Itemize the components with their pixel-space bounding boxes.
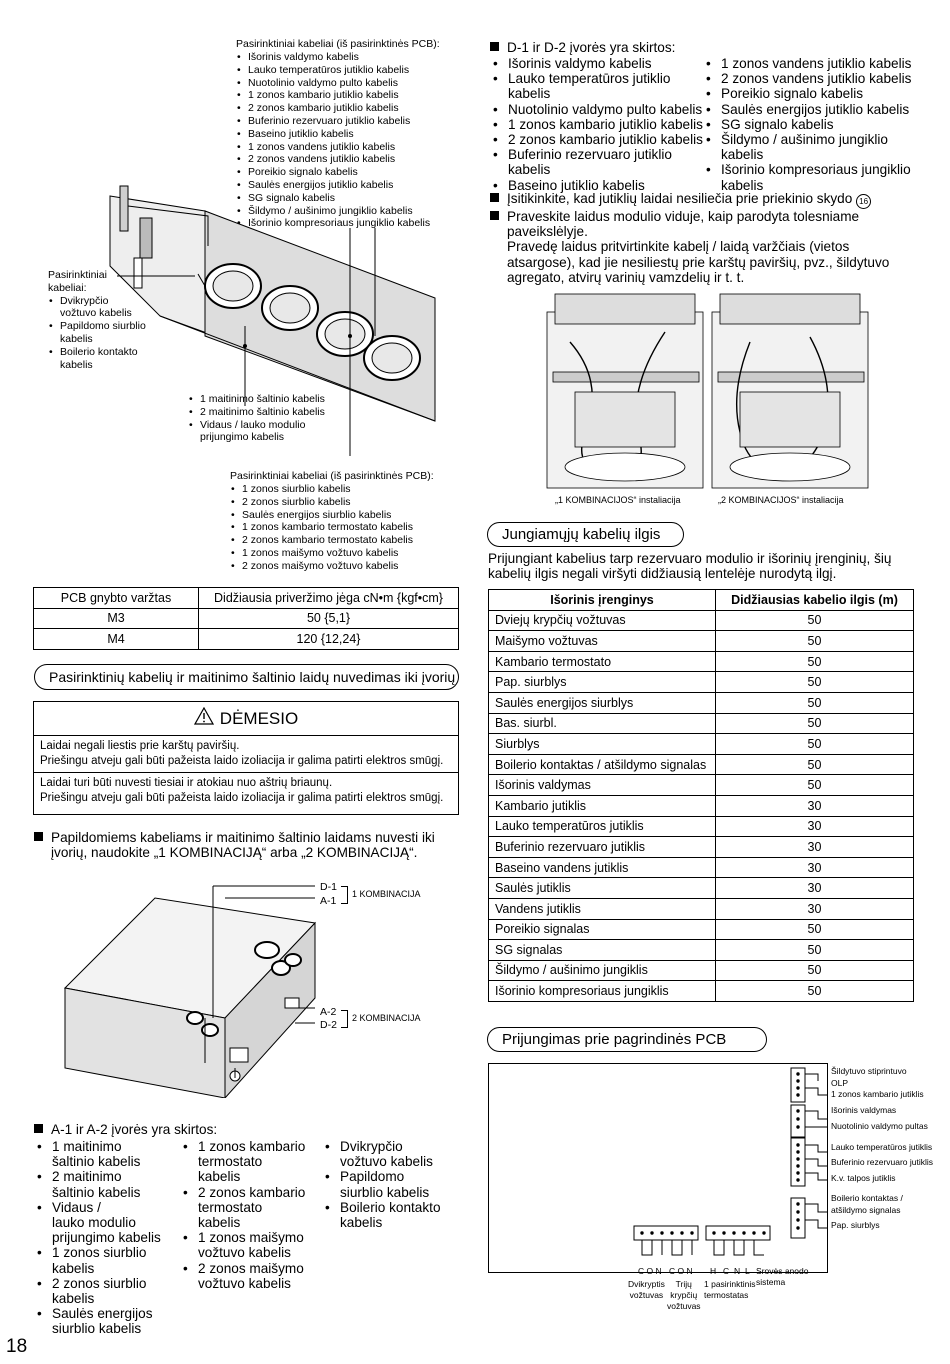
warning-text: Priešingu atveju gali būti pažeista laido izoliacija ir galima patirti elektros smūgį.	[40, 792, 444, 804]
table-header: PCB gnybto varžtas	[34, 588, 199, 609]
pcb-label: Išorinis valdymas	[831, 1104, 897, 1115]
table-cell: Dviejų krypčių vožtuvas	[489, 610, 716, 631]
table-cell: 30	[716, 816, 914, 837]
pcb-label: Lauko temperatūros jutiklis	[831, 1141, 933, 1152]
pcb-bottom-label-1: Dvikryptis vožtuvas	[628, 1279, 665, 1300]
table-cell: 30	[716, 857, 914, 878]
pcb-label: 1 zonos kambario jutiklis	[831, 1089, 924, 1099]
d-note-2-cont: paveikslėlyje.	[507, 224, 588, 240]
install-caption-1: „1 KOMBINACIJOS“ instaliacija	[555, 495, 681, 505]
list-item: • 2 zonos vandens jutiklio kabelis	[705, 71, 920, 86]
list-item: • Poreikio signalo kabelis	[705, 86, 920, 101]
list-item: • 2 zonos kambario jutiklio kabelis	[492, 132, 707, 147]
warning-box	[33, 701, 459, 815]
table-cell: Išorinis valdymas	[489, 775, 716, 796]
a-col2-list	[182, 1139, 322, 1291]
table-cell: Boilerio kontaktas / atšildymo signalas	[489, 754, 716, 775]
table-row	[34, 629, 459, 650]
table-row	[489, 816, 914, 837]
list-item: • Papildomo siurblio kabelis	[324, 1169, 464, 1199]
table-row	[489, 672, 914, 693]
pcb-label: Nuotolinio valdymo pultas	[831, 1121, 928, 1131]
list-item: • 2 zonos maišymo vožtuvo kabelis	[182, 1261, 322, 1291]
list-item: • 2 zonos kambario termostato kabelis	[182, 1185, 322, 1231]
warning-header	[34, 702, 458, 736]
routing-heading: Pasirinktinių kabelių ir maitinimo šaltinio laidų nuvedimas iki įvorių	[34, 664, 459, 690]
left-title-1: Pasirinktiniai	[48, 269, 107, 281]
table-cell: Lauko temperatūros jutiklis	[489, 816, 716, 837]
list-item: • 2 zonos siurblio kabelis	[230, 496, 413, 509]
table-header: Didžiausia priveržimo jėga cN•m {kgf•cm}	[199, 588, 459, 609]
table-cell: 120 {12,24}	[199, 629, 459, 650]
pcb-label: OLP	[831, 1077, 849, 1088]
term-l: L	[745, 1266, 750, 1276]
square-bullet-icon	[490, 211, 499, 220]
table-cell: 50	[716, 940, 914, 961]
list-item: • Dvikrypčio vožtuvo kabelis	[324, 1139, 464, 1169]
list-item: • Poreikio signalo kabelis	[236, 166, 430, 179]
table-cell: Kambario jutiklis	[489, 795, 716, 816]
list-item: • Išorinio kompresoriaus jungiklio kabelis	[236, 217, 430, 230]
brace-1	[341, 886, 348, 904]
label-a1: A-1	[320, 895, 337, 907]
list-item: • 2 zonos kambario termostato kabelis	[230, 534, 413, 547]
table-row	[34, 608, 459, 629]
square-bullet-icon	[490, 193, 499, 202]
table-cell: 50	[716, 919, 914, 940]
d-note-3: atsargose), kad jie nesiliestų prie karštų paviršių, pvz., šildytuvo	[507, 254, 890, 270]
table-cell: SG signalas	[489, 940, 716, 961]
install-figure-1	[545, 292, 705, 490]
pcb-bottom-label-2: Trijų krypčių vožtuvas	[667, 1279, 701, 1311]
table-cell: Vandens jutiklis	[489, 898, 716, 919]
page-number: 18	[6, 1336, 28, 1357]
table-cell: 30	[716, 837, 914, 858]
table-cell: Pap. siurblys	[489, 672, 716, 693]
table-cell: Baseino vandens jutiklis	[489, 857, 716, 878]
table-row	[489, 754, 914, 775]
list-item: • Šildymo / aušinimo jungiklio kabelis	[705, 132, 920, 162]
list-item: • 1 zonos kambario jutiklio kabelis	[492, 117, 707, 132]
optional-pcb-list	[236, 51, 430, 230]
square-bullet-icon	[490, 42, 499, 51]
pcb-heading: Prijungimas prie pagrindinės PCB	[487, 1027, 767, 1052]
optional-pcb2-title: Pasirinktiniai kabeliai (iš pasirinktinės PCB):	[230, 470, 434, 482]
table-cell: 50	[716, 754, 914, 775]
table-cell: Buferinio rezervuaro jutiklis	[489, 837, 716, 858]
d-note-2: Praveskite laidus modulio viduje, kaip parodyta tolesniame	[490, 209, 920, 224]
list-item: • 1 zonos kambario termostato kabelis	[230, 521, 413, 534]
warning-text: Laidai negali liestis prie karštų paviršių.	[40, 740, 240, 752]
list-item: • 1 zonos vandens jutiklio kabelis	[236, 141, 430, 154]
table-row	[489, 981, 914, 1002]
table-cell: M3	[34, 608, 199, 629]
install-drawing-1	[545, 292, 705, 490]
list-item: • 1 maitinimo šaltinio kabelis	[36, 1139, 176, 1169]
table-row	[489, 795, 914, 816]
term-con-2: C O N	[669, 1266, 693, 1276]
table-header-row	[34, 588, 459, 609]
list-item: • 1 maitinimo šaltinio kabelis	[188, 393, 325, 406]
list-item: • Buferinio rezervuaro jutiklio kabelis	[236, 115, 430, 128]
list-item: • Vidaus / lauko modulio prijungimo kabelis	[36, 1200, 176, 1246]
table-row	[489, 837, 914, 858]
table-row	[489, 940, 914, 961]
list-item: • Saulės energijos jutiklio kabelis	[705, 102, 920, 117]
table-row	[489, 878, 914, 899]
length-intro: Prijungiant kabelius tarp rezervuaro modulio ir išorinių įrenginių, šių kabelių ilgis negali viršyti didžiausią lentelėje nurodytą ilgį.	[488, 551, 892, 582]
table-cell: 30	[716, 898, 914, 919]
list-item: • 2 zonos kambario jutiklio kabelis	[236, 102, 430, 115]
brace-2	[341, 1010, 348, 1028]
list-item: • Saulės energijos jutiklio kabelis	[236, 179, 430, 192]
table-cell: 50	[716, 672, 914, 693]
d-col2-list	[705, 56, 920, 193]
list-item: • Išorinio kompresoriaus jungiklio kabelis	[705, 162, 920, 192]
list-item: • Papildomo siurblio kabelis	[48, 320, 146, 346]
torque-table	[33, 587, 459, 650]
list-item: • 1 zonos siurblio kabelis	[230, 483, 413, 496]
warning-triangle-icon	[194, 707, 214, 730]
list-item: • 1 zonos kambario termostato kabelis	[182, 1139, 322, 1185]
table-cell: Siurblys	[489, 734, 716, 755]
pcb-label: K.v. talpos jutiklis	[831, 1172, 896, 1183]
table-row	[489, 713, 914, 734]
list-item: • Boilerio kontakto kabelis	[324, 1200, 464, 1230]
unit-box-drawing	[45, 878, 465, 1098]
table-row	[489, 734, 914, 755]
list-item: • Buferinio rezervuaro jutiklio kabelis	[492, 147, 707, 177]
table-cell: 50	[716, 960, 914, 981]
d-col1-list	[492, 56, 707, 193]
pcb-label: Pap. siurblys	[831, 1220, 880, 1230]
combo-note: Papildomiems kabeliams ir maitinimo šaltinio laidams nuvesti iki įvorių, naudokite „1 KOMBINACIJĄ“ arba „2 KOMBINACIJĄ“.	[34, 830, 459, 860]
table-cell: Saulės energijos siurblys	[489, 692, 716, 713]
install-figure-2	[710, 292, 870, 490]
list-item: • 1 zonos maišymo vožtuvo kabelis	[230, 547, 413, 560]
cable-length-table	[488, 589, 914, 1002]
list-item: • Išorinis valdymo kabelis	[236, 51, 430, 64]
optional-pcb2-list	[230, 483, 413, 573]
list-item: • Baseino jutiklio kabelis	[492, 178, 707, 193]
pcb-bottom-label-3: 1 pasirinktinis termostatas	[704, 1279, 756, 1300]
pcb-label: Šildytuvo stiprintuvo	[831, 1066, 907, 1076]
list-item: • Išorinis valdymo kabelis	[492, 56, 707, 71]
list-item: • Vidaus / lauko modulio prijungimo kabelis	[188, 419, 325, 445]
table-cell: Išorinio kompresoriaus jungiklis	[489, 981, 716, 1002]
list-item: • 2 zonos vandens jutiklio kabelis	[236, 153, 430, 166]
list-item: • SG signalo kabelis	[236, 192, 430, 205]
table-cell: Kambario termostato	[489, 651, 716, 672]
table-cell: 30	[716, 878, 914, 899]
list-item: • Lauko temperatūros jutiklio kabelis	[492, 71, 707, 101]
install-drawing-2	[710, 292, 870, 490]
table-cell: 50	[716, 692, 914, 713]
warning-text: Laidai turi būti nuvesti tiesiai ir atokiau nuo aštrių briaunų.	[40, 777, 333, 789]
table-cell: 50	[716, 651, 914, 672]
label-a2: A-2	[320, 1006, 337, 1018]
list-item: • Nuotolinio valdymo pulto kabelis	[236, 77, 430, 90]
list-item: • 1 zonos vandens jutiklio kabelis	[705, 56, 920, 71]
list-item: • 1 zonos siurblio kabelis	[36, 1245, 176, 1275]
table-header-row	[489, 590, 914, 611]
table-cell: 30	[716, 795, 914, 816]
pcb-label: atšildymo signalas	[831, 1204, 901, 1215]
table-cell: 50	[716, 734, 914, 755]
left-optional-cables	[48, 269, 146, 371]
warning-block-2	[34, 773, 458, 809]
list-item: • 2 zonos maišymo vožtuvo kabelis	[230, 560, 413, 573]
a-section-title: A-1 ir A-2 įvorės yra skirtos:	[34, 1122, 217, 1137]
d-notes	[490, 191, 920, 285]
list-item: • Šildymo / aušinimo jungiklio kabelis	[236, 205, 430, 218]
left-title-2: kabeliai:	[48, 281, 87, 294]
power-cable-list	[188, 393, 325, 444]
table-row	[489, 857, 914, 878]
table-cell: Maišymo vožtuvas	[489, 631, 716, 652]
table-row	[489, 631, 914, 652]
table-cell: 50	[716, 775, 914, 796]
label-d2: D-2	[320, 1019, 337, 1031]
table-cell: 50 {5,1}	[199, 608, 459, 629]
warning-title: DĖMESIO	[219, 708, 299, 728]
table-cell: Poreikio signalas	[489, 919, 716, 940]
list-item: • Dvikrypčio vožtuvo kabelis	[48, 295, 146, 321]
pcb-label: Boilerio kontaktas /	[831, 1193, 903, 1203]
table-cell: Šildymo / aušinimo jungiklis	[489, 960, 716, 981]
table-cell: 50	[716, 713, 914, 734]
table-header: Išorinis įrenginys	[489, 590, 716, 611]
table-cell: Saulės jutiklis	[489, 878, 716, 899]
a-col1-list	[36, 1139, 176, 1337]
list-item: • 1 zonos maišymo vožtuvo kabelis	[182, 1230, 322, 1260]
table-cell: 50	[716, 610, 914, 631]
d-note-3: Pravedę laidus pritvirtinkite kabelį / laidą varžčiais (vietos	[507, 239, 850, 255]
term-h: H	[710, 1266, 717, 1276]
label-d1: D-1	[320, 881, 337, 893]
unit-box-diagram	[45, 878, 465, 1098]
d-note-3: agregato, atvirų varinių vamzdelių ir t. t.	[507, 269, 745, 285]
list-item: • Saulės energijos siurblio kabelis	[36, 1306, 176, 1336]
left-cable-list	[48, 295, 146, 372]
a-col3-list	[324, 1139, 464, 1230]
list-item: • 1 zonos kambario jutiklio kabelis	[236, 89, 430, 102]
term-con-1: C O N	[638, 1266, 662, 1276]
list-item: • 2 maitinimo šaltinio kabelis	[36, 1169, 176, 1199]
table-row	[489, 898, 914, 919]
table-cell: 50	[716, 981, 914, 1002]
label-combo2: 2 KOMBINACIJA	[352, 1013, 421, 1023]
table-row	[489, 919, 914, 940]
table-header: Didžiausias kabelio ilgis (m)	[716, 590, 914, 611]
list-item: • 2 maitinimo šaltinio kabelis	[188, 406, 325, 419]
square-bullet-icon	[34, 1124, 43, 1133]
label-combo1: 1 KOMBINACIJA	[352, 889, 421, 899]
table-cell: 50	[716, 631, 914, 652]
list-item: • Baseino jutiklio kabelis	[236, 128, 430, 141]
list-item: • Saulės energijos siurblio kabelis	[230, 509, 413, 522]
square-bullet-icon	[34, 832, 43, 841]
list-item: • Lauko temperatūros jutiklio kabelis	[236, 64, 430, 77]
term-n: N	[734, 1266, 741, 1276]
term-c: C	[723, 1266, 730, 1276]
pcb-label: Buferinio rezervuaro jutiklis	[831, 1157, 934, 1167]
pcb-right-labels	[831, 1066, 933, 1232]
list-item: • SG signalo kabelis	[705, 117, 920, 132]
table-row	[489, 610, 914, 631]
length-heading: Jungiamųjų kabelių ilgis	[487, 522, 684, 547]
list-item: • 2 zonos siurblio kabelis	[36, 1276, 176, 1306]
table-row	[489, 960, 914, 981]
circled-number-icon: 16	[856, 194, 871, 209]
warning-block-1	[34, 736, 458, 773]
list-item: • Nuotolinio valdymo pulto kabelis	[492, 102, 707, 117]
optional-pcb-title: Pasirinktiniai kabeliai (iš pasirinktinės PCB):	[236, 38, 440, 50]
d-note-1: Įsitikinkite, kad jutiklių laidai nesiliečia prie priekinio skydo 16	[490, 191, 920, 209]
warning-text: Priešingu atveju gali būti pažeista laido izoliacija ir galima patirti elektros smūgį.	[40, 755, 444, 767]
install-caption-2: „2 KOMBINACIJOS“ instaliacija	[718, 495, 844, 505]
table-row	[489, 651, 914, 672]
list-item: • Boilerio kontakto kabelis	[48, 346, 146, 372]
table-cell: Bas. siurbl.	[489, 713, 716, 734]
table-row	[489, 775, 914, 796]
d-section-title: D-1 ir D-2 įvorės yra skirtos:	[490, 40, 675, 55]
pcb-bottom-label-4: Srovės anodo sistema	[756, 1266, 809, 1287]
table-cell: M4	[34, 629, 199, 650]
table-row	[489, 692, 914, 713]
